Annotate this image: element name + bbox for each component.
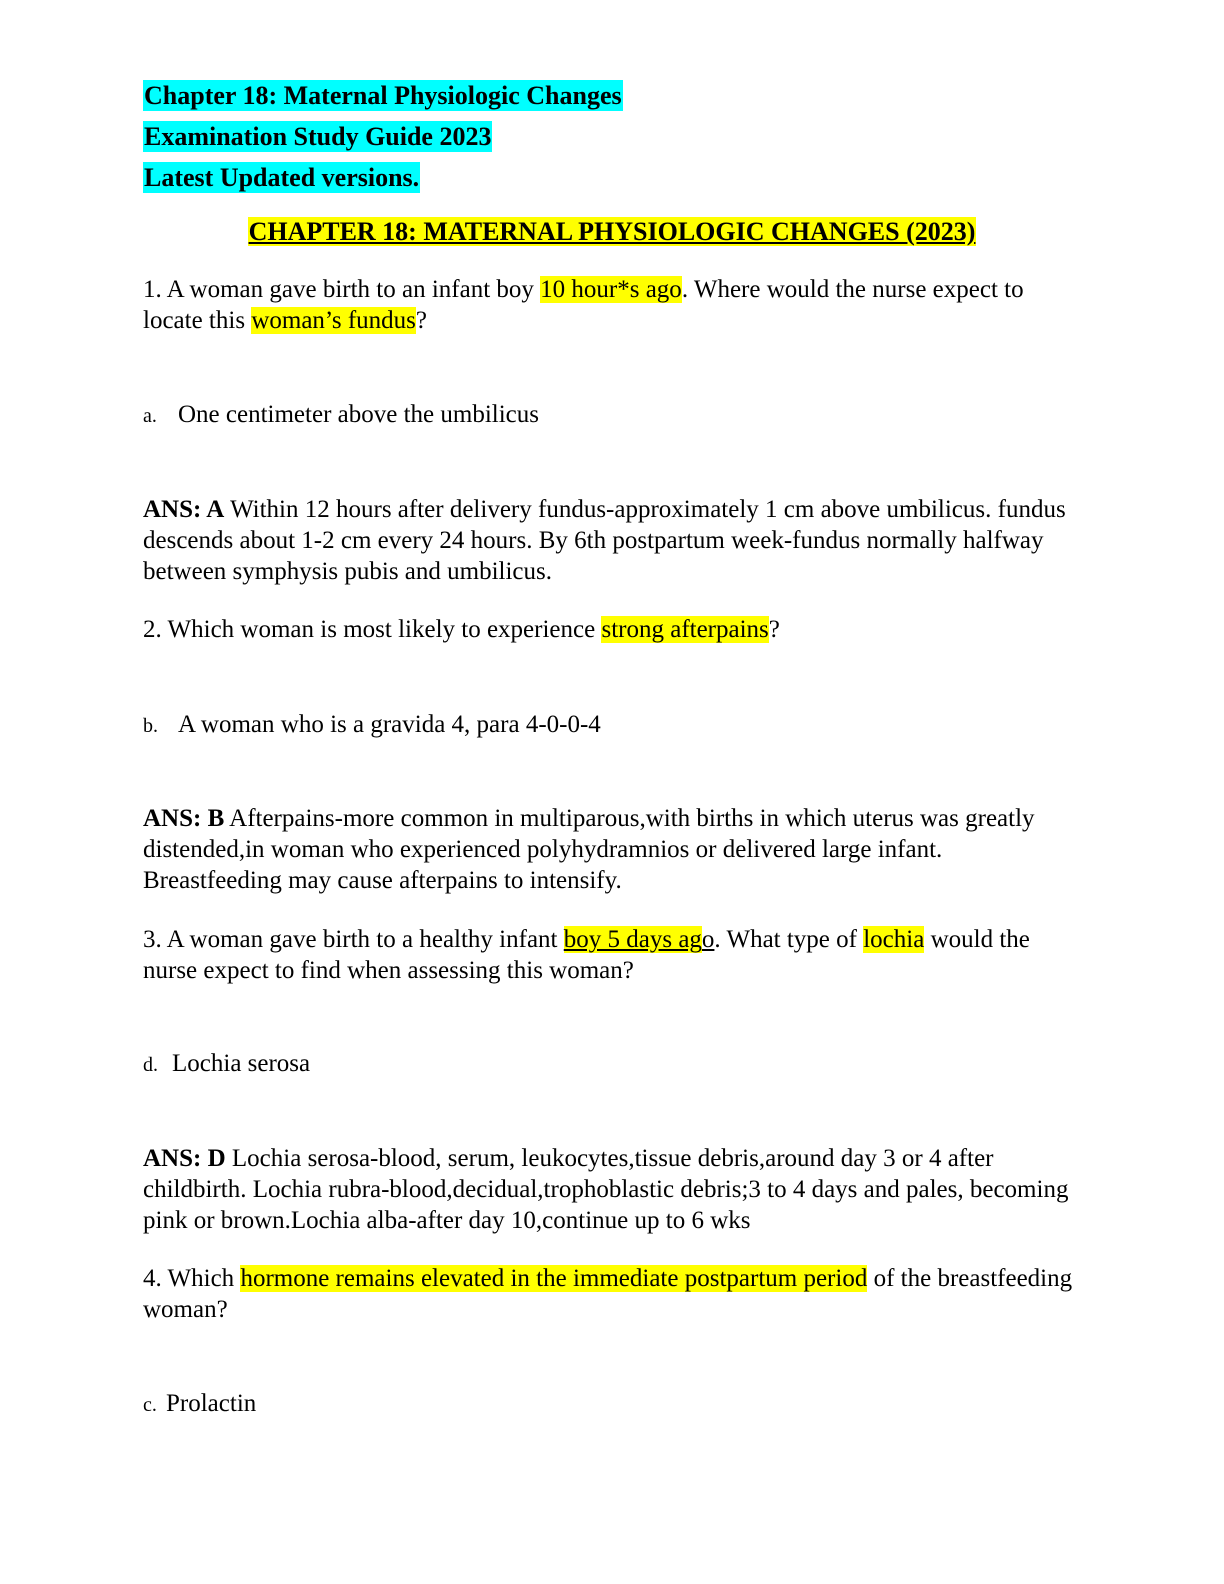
ans-label: ANS: A	[143, 496, 225, 523]
question-text: would the nurse expect to find when assessing this woman?	[143, 926, 1030, 984]
question-2	[143, 614, 1083, 645]
header-title: Chapter 18: Maternal Physiologic Changes	[144, 81, 622, 110]
header-subtitle: Examination Study Guide 2023	[144, 122, 492, 151]
question-text: . Where would the nurse expect to locate this	[143, 276, 1024, 334]
highlight: 10 hour*s ago	[540, 276, 682, 303]
answer-explanation-3	[143, 1143, 1083, 1236]
ans-label: ANS: D	[143, 1145, 226, 1172]
underlined-text: o	[701, 926, 715, 953]
highlight: strong afterpains	[601, 616, 769, 643]
option-letter: d.	[143, 1054, 158, 1076]
option-text: A woman who is a gravida 4, para 4-0-0-4	[178, 711, 601, 738]
highlight: woman’s fundus	[251, 307, 416, 334]
question-text: A woman gave birth to a healthy infant	[161, 926, 564, 953]
question-number: 2.	[143, 616, 162, 643]
question-text: ?	[415, 307, 427, 334]
highlight: hormone remains elevated in the immediate postpartum period	[240, 1265, 868, 1292]
question-text: of the breastfeeding woman?	[143, 1265, 1073, 1323]
ans-text: Afterpains-more common in multiparous,with births in which uterus was greatly distended,in woman who experienced polyhydramnios or delivered large infant. Breastfeeding may cause afterpains to intensify.	[143, 805, 1035, 894]
highlight: lochia	[863, 926, 925, 953]
option-letter: c.	[143, 1394, 157, 1416]
question-text: A woman gave birth to an infant boy	[161, 276, 541, 303]
chapter-title-text: CHAPTER 18: MATERNAL PHYSIOLOGIC CHANGES (2023)	[248, 217, 976, 246]
question-text: . What type of	[714, 926, 864, 953]
question-4	[143, 1263, 1083, 1325]
ans-text: Lochia serosa-blood, serum, leukocytes,tissue debris,around day 3 or 4 after childbirth. Lochia rubra-blood,decidual,trophoblastic debris;3 to 4 days and pales, becoming pink or brown.Lochia alba-after day 10,continue up to 6 wks	[143, 1145, 1069, 1234]
question-text: Which	[161, 1265, 241, 1292]
chapter-title	[0, 216, 1224, 247]
question-number: 4.	[143, 1265, 162, 1292]
ans-text: Within 12 hours after delivery fundus-approximately 1 cm above umbilicus. fundus descends about 1-2 cm every 24 hours. By 6th postpartum week-fundus normally halfway between symphysis pubis and umbilicus.	[143, 496, 1066, 585]
question-number: 3.	[143, 926, 162, 953]
answer-explanation-1	[143, 494, 1083, 587]
option-text: Lochia serosa	[172, 1050, 311, 1077]
answer-option-1	[143, 399, 539, 432]
answer-explanation-2	[143, 803, 1083, 896]
question-text: ?	[768, 616, 780, 643]
question-3	[143, 924, 1083, 986]
highlight: boy 5 days ag	[563, 926, 702, 953]
header-version: Latest Updated versions.	[144, 163, 420, 192]
option-text: One centimeter above the umbilicus	[178, 401, 539, 428]
option-letter: a.	[143, 405, 157, 427]
option-text: Prolactin	[166, 1390, 257, 1417]
ans-label: ANS: B	[143, 805, 225, 832]
answer-option-4	[143, 1388, 256, 1421]
option-letter: b.	[143, 715, 158, 737]
question-1	[143, 274, 1083, 336]
question-number: 1.	[143, 276, 162, 303]
question-text: Which woman is most likely to experience	[161, 616, 602, 643]
answer-option-2	[143, 709, 601, 742]
answer-option-3	[143, 1048, 310, 1081]
